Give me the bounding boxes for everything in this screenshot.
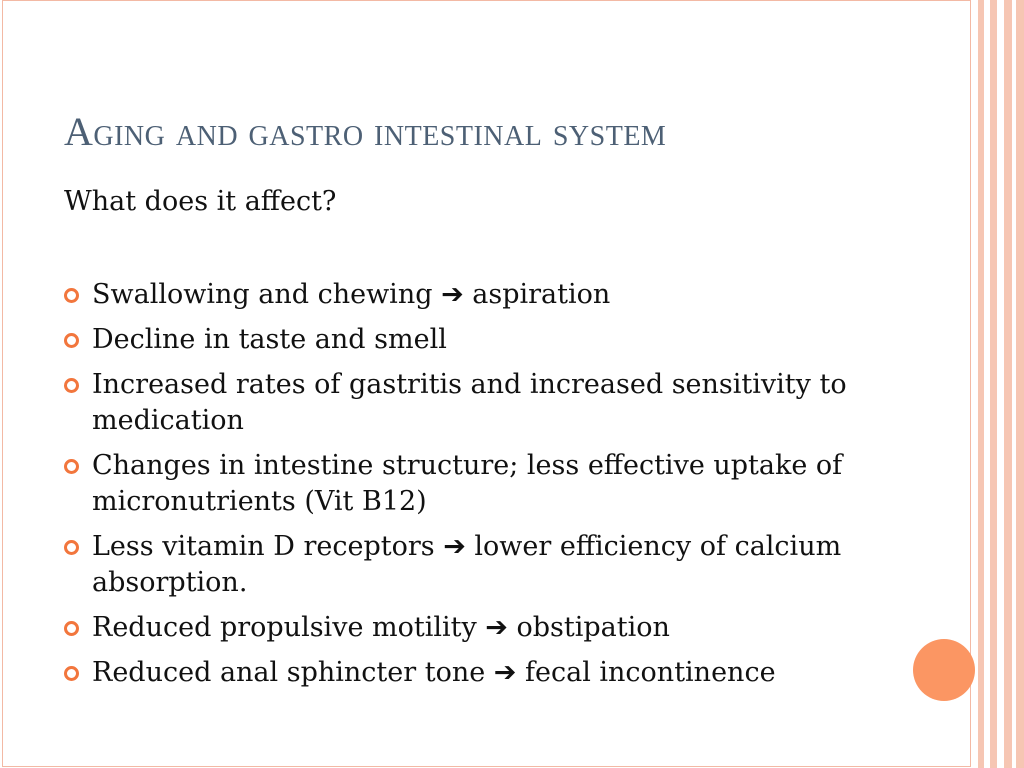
bullet-text: Increased rates of gastritis and increased sensitivity to medication [92, 369, 847, 436]
bullet-item [62, 610, 892, 646]
bullet-item [62, 448, 892, 520]
bullet-text: Swallowing and chewing ➔ aspiration [92, 279, 611, 310]
bullet-text: Less vitamin D receptors ➔ lower efficiency of calcium absorption. [92, 531, 842, 598]
ring-bullet-icon [64, 333, 79, 348]
bullet-item [62, 277, 892, 313]
ring-bullet-icon [64, 621, 79, 636]
bullet-item [62, 529, 892, 601]
bullet-text: Decline in taste and smell [92, 324, 447, 355]
ring-bullet-icon [64, 666, 79, 681]
bullet-item [62, 655, 892, 691]
ring-bullet-icon [64, 378, 79, 393]
bullet-list [62, 277, 892, 700]
slide-title: Aging and gastro intestinal system [64, 109, 667, 154]
ring-bullet-icon [64, 459, 79, 474]
ring-bullet-icon [64, 288, 79, 303]
bullet-item [62, 322, 892, 358]
bullet-text: Reduced propulsive motility ➔ obstipation [92, 612, 670, 643]
bullet-item [62, 367, 892, 439]
bullet-text: Reduced anal sphincter tone ➔ fecal incontinence [92, 657, 776, 688]
decorative-stripe [990, 0, 997, 768]
decorative-stripe [978, 0, 984, 768]
orange-circle-icon [913, 639, 975, 701]
slide-subtitle: What does it affect? [64, 186, 337, 217]
ring-bullet-icon [64, 540, 79, 555]
bullet-text: Changes in intestine structure; less effective uptake of micronutrients (Vit B12) [92, 450, 843, 517]
decorative-stripe [1016, 0, 1024, 768]
decorative-stripe [1004, 0, 1012, 768]
